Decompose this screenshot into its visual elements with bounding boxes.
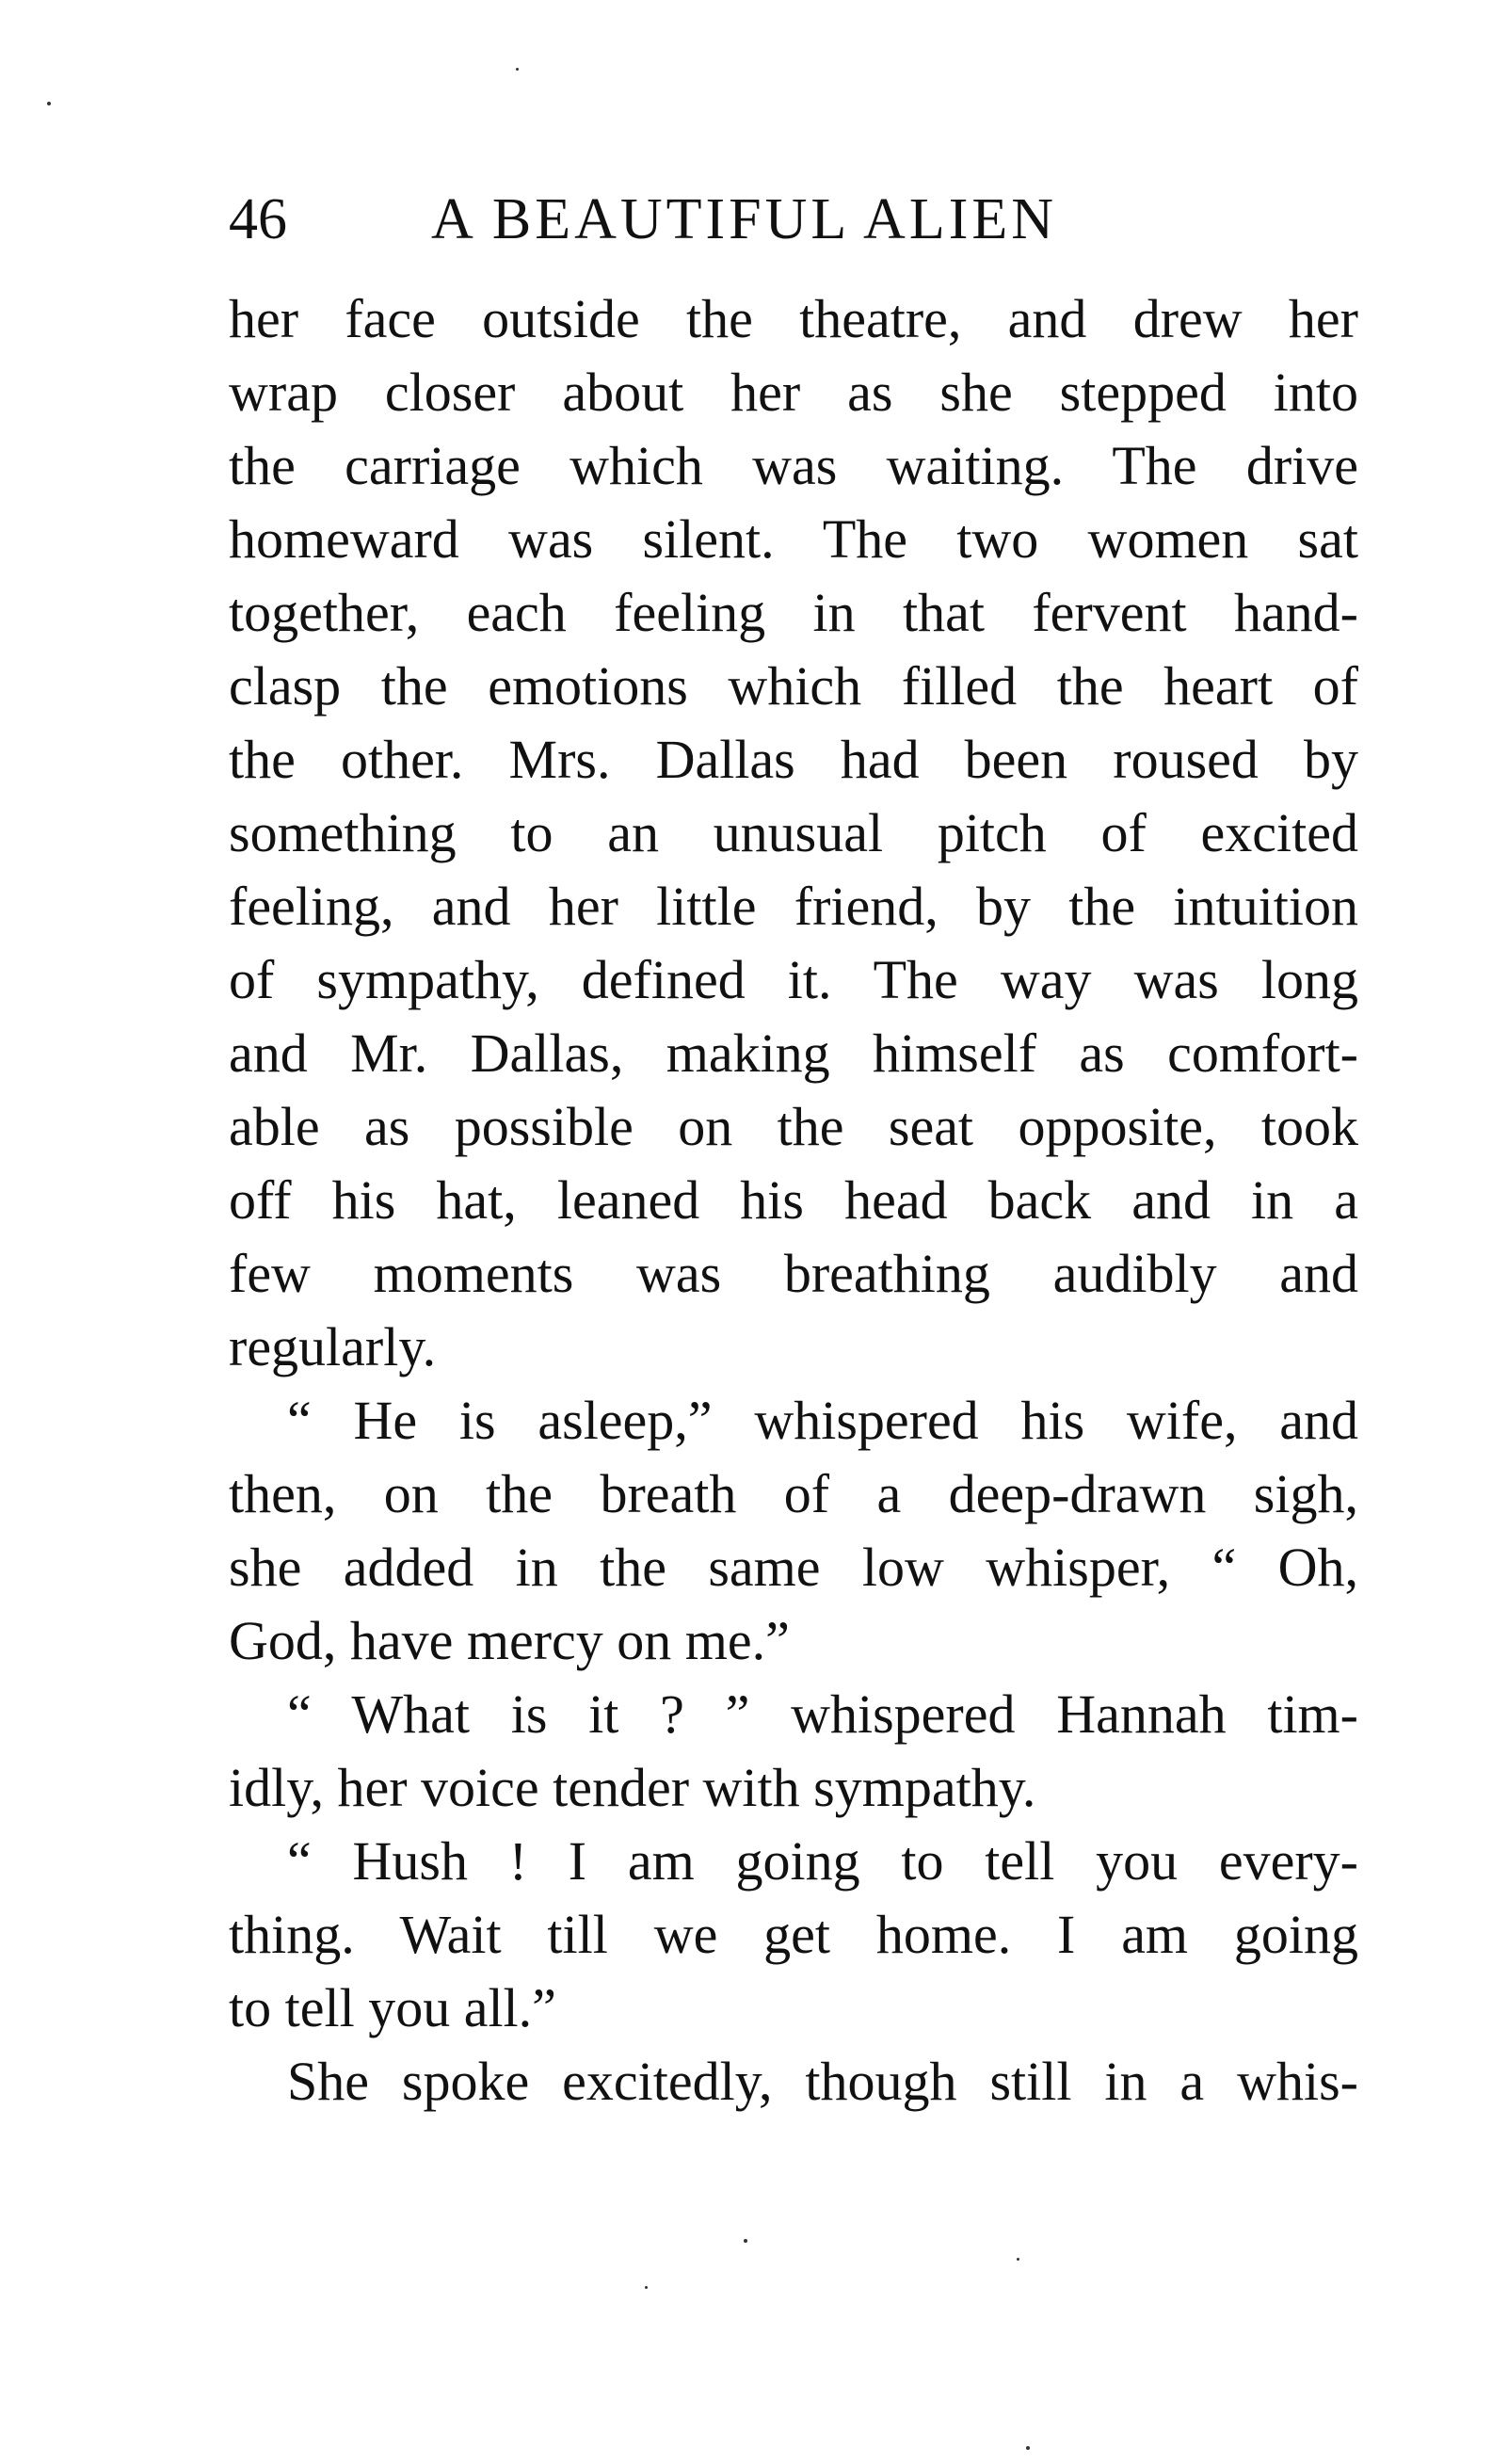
page-number: 46	[229, 187, 287, 251]
text-line: to tell you all.”	[229, 1977, 556, 2038]
text-line: off his hat, leaned his head back and in a	[229, 1169, 1358, 1231]
book-title: A BEAUTIFUL ALIEN	[431, 187, 1057, 251]
text-line: idly, her voice tender with sympathy.	[229, 1757, 1036, 1818]
text-line: wrap closer about her as she stepped into	[229, 362, 1358, 423]
text-line: “ What is it ? ” whispered Hannah tim-	[287, 1683, 1358, 1745]
print-speck	[516, 68, 519, 71]
print-speck	[1017, 2258, 1019, 2261]
text-line: regularly.	[229, 1316, 437, 1377]
running-head	[229, 177, 1358, 262]
text-line: few moments was breathing audibly and	[229, 1243, 1358, 1304]
print-speck	[645, 2286, 648, 2289]
text-line: “ He is asleep,” whispered his wife, and	[287, 1390, 1358, 1451]
text-line: her face outside the theatre, and drew her	[229, 288, 1358, 349]
text-line: the other. Mrs. Dallas had been roused by	[229, 729, 1358, 790]
text-line: homeward was silent. The two women sat	[229, 508, 1358, 570]
text-line: thing. Wait till we get home. I am going	[229, 1904, 1358, 1965]
text-line: together, each feeling in that fervent hand-	[229, 582, 1358, 643]
text-line: feeling, and her little friend, by the intuition	[229, 876, 1358, 937]
text-line: able as possible on the seat opposite, took	[229, 1096, 1358, 1157]
print-speck	[744, 2239, 747, 2243]
print-speck	[1026, 2446, 1030, 2450]
text-line: She spoke excitedly, though still in a whis-	[287, 2051, 1358, 2112]
text-line: clasp the emotions which filled the heart of	[229, 655, 1358, 717]
text-line: “ Hush ! I am going to tell you every-	[287, 1830, 1358, 1892]
body-text	[229, 282, 1358, 2118]
text-line: and Mr. Dallas, making himself as comfort-	[229, 1023, 1358, 1084]
text-line: the carriage which was waiting. The drive	[229, 435, 1358, 496]
text-line: something to an unusual pitch of excited	[229, 802, 1358, 863]
text-line: God, have mercy on me.”	[229, 1610, 790, 1671]
text-line: she added in the same low whisper, “ Oh,	[229, 1537, 1358, 1598]
print-speck	[47, 102, 51, 105]
text-line: then, on the breath of a deep-drawn sigh,	[229, 1463, 1358, 1524]
text-line: of sympathy, defined it. The way was long	[229, 949, 1358, 1010]
